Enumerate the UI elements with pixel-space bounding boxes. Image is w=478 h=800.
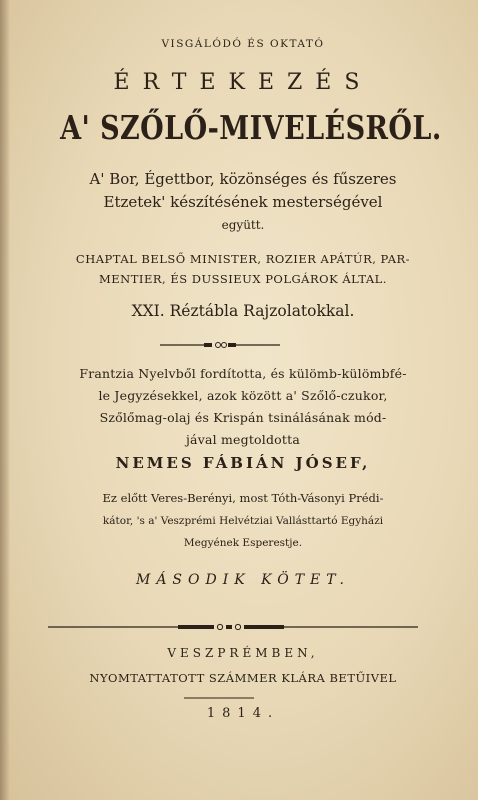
kicker-text: VISGÁLÓDÓ ÉS OKTATÓ: [161, 38, 325, 50]
former-title-line-2: kátor, 's a' Veszprémi Helvétziai Vallásttartó Egyházi: [102, 515, 384, 527]
publication-year: 1814.: [206, 706, 280, 721]
authors-line-1: CHAPTAL BELSŐ MINISTER, ROZIER APÁTÚR, PAR-: [75, 252, 411, 266]
authors-line-2: MENTIER, ÉS DUSSIEUX POLGÁROK ÁLTAL.: [99, 272, 387, 286]
binding-edge: [0, 0, 10, 800]
former-title-line-1: Ez előtt Veres-Berényi, most Tóth-Vásonyi Prédi-: [102, 491, 384, 505]
translation-line-1: Frantzia Nyelvből fordította, és külömb-külömbfé-: [79, 366, 407, 381]
book-title: A' SZŐLŐ-MIVELÉSRŐL.: [60, 108, 442, 147]
subtitle-line-2: Etzetek' készítésének mesterségével: [103, 193, 383, 211]
printer-text: NYOMTATTATOTT SZÁMMER KLÁRA BETŰIVEL: [89, 671, 397, 685]
plates-text: XXI. Réztábla Rajzolatokkal.: [131, 302, 355, 320]
divider-ornament: [160, 340, 280, 350]
short-rule: [184, 696, 254, 700]
place-of-print: VESZPRÉMBEN,: [167, 646, 319, 660]
subtitle-line-1: A' Bor, Égettbor, közönséges és fűszeres: [89, 170, 397, 188]
translation-line-4: jával megtoldotta: [185, 432, 301, 447]
translator-name: NEMES FÁBIÁN JÓSEF,: [115, 454, 371, 472]
former-title-line-3: Megyének Esperestje.: [183, 537, 303, 549]
heading-text: ÉRTEKEZÉS: [113, 70, 373, 95]
translation-line-2: le Jegyzésekkel, azok között a' Szőlő-czukor,: [98, 388, 388, 403]
subtitle-line-3: együtt.: [221, 218, 265, 232]
volume-text: MÁSODIK KÖTET.: [135, 572, 351, 588]
rule-ornament: [48, 622, 418, 632]
translation-line-3: Szőlőmag-olaj és Krispán tsinálásának mód-: [99, 410, 387, 425]
